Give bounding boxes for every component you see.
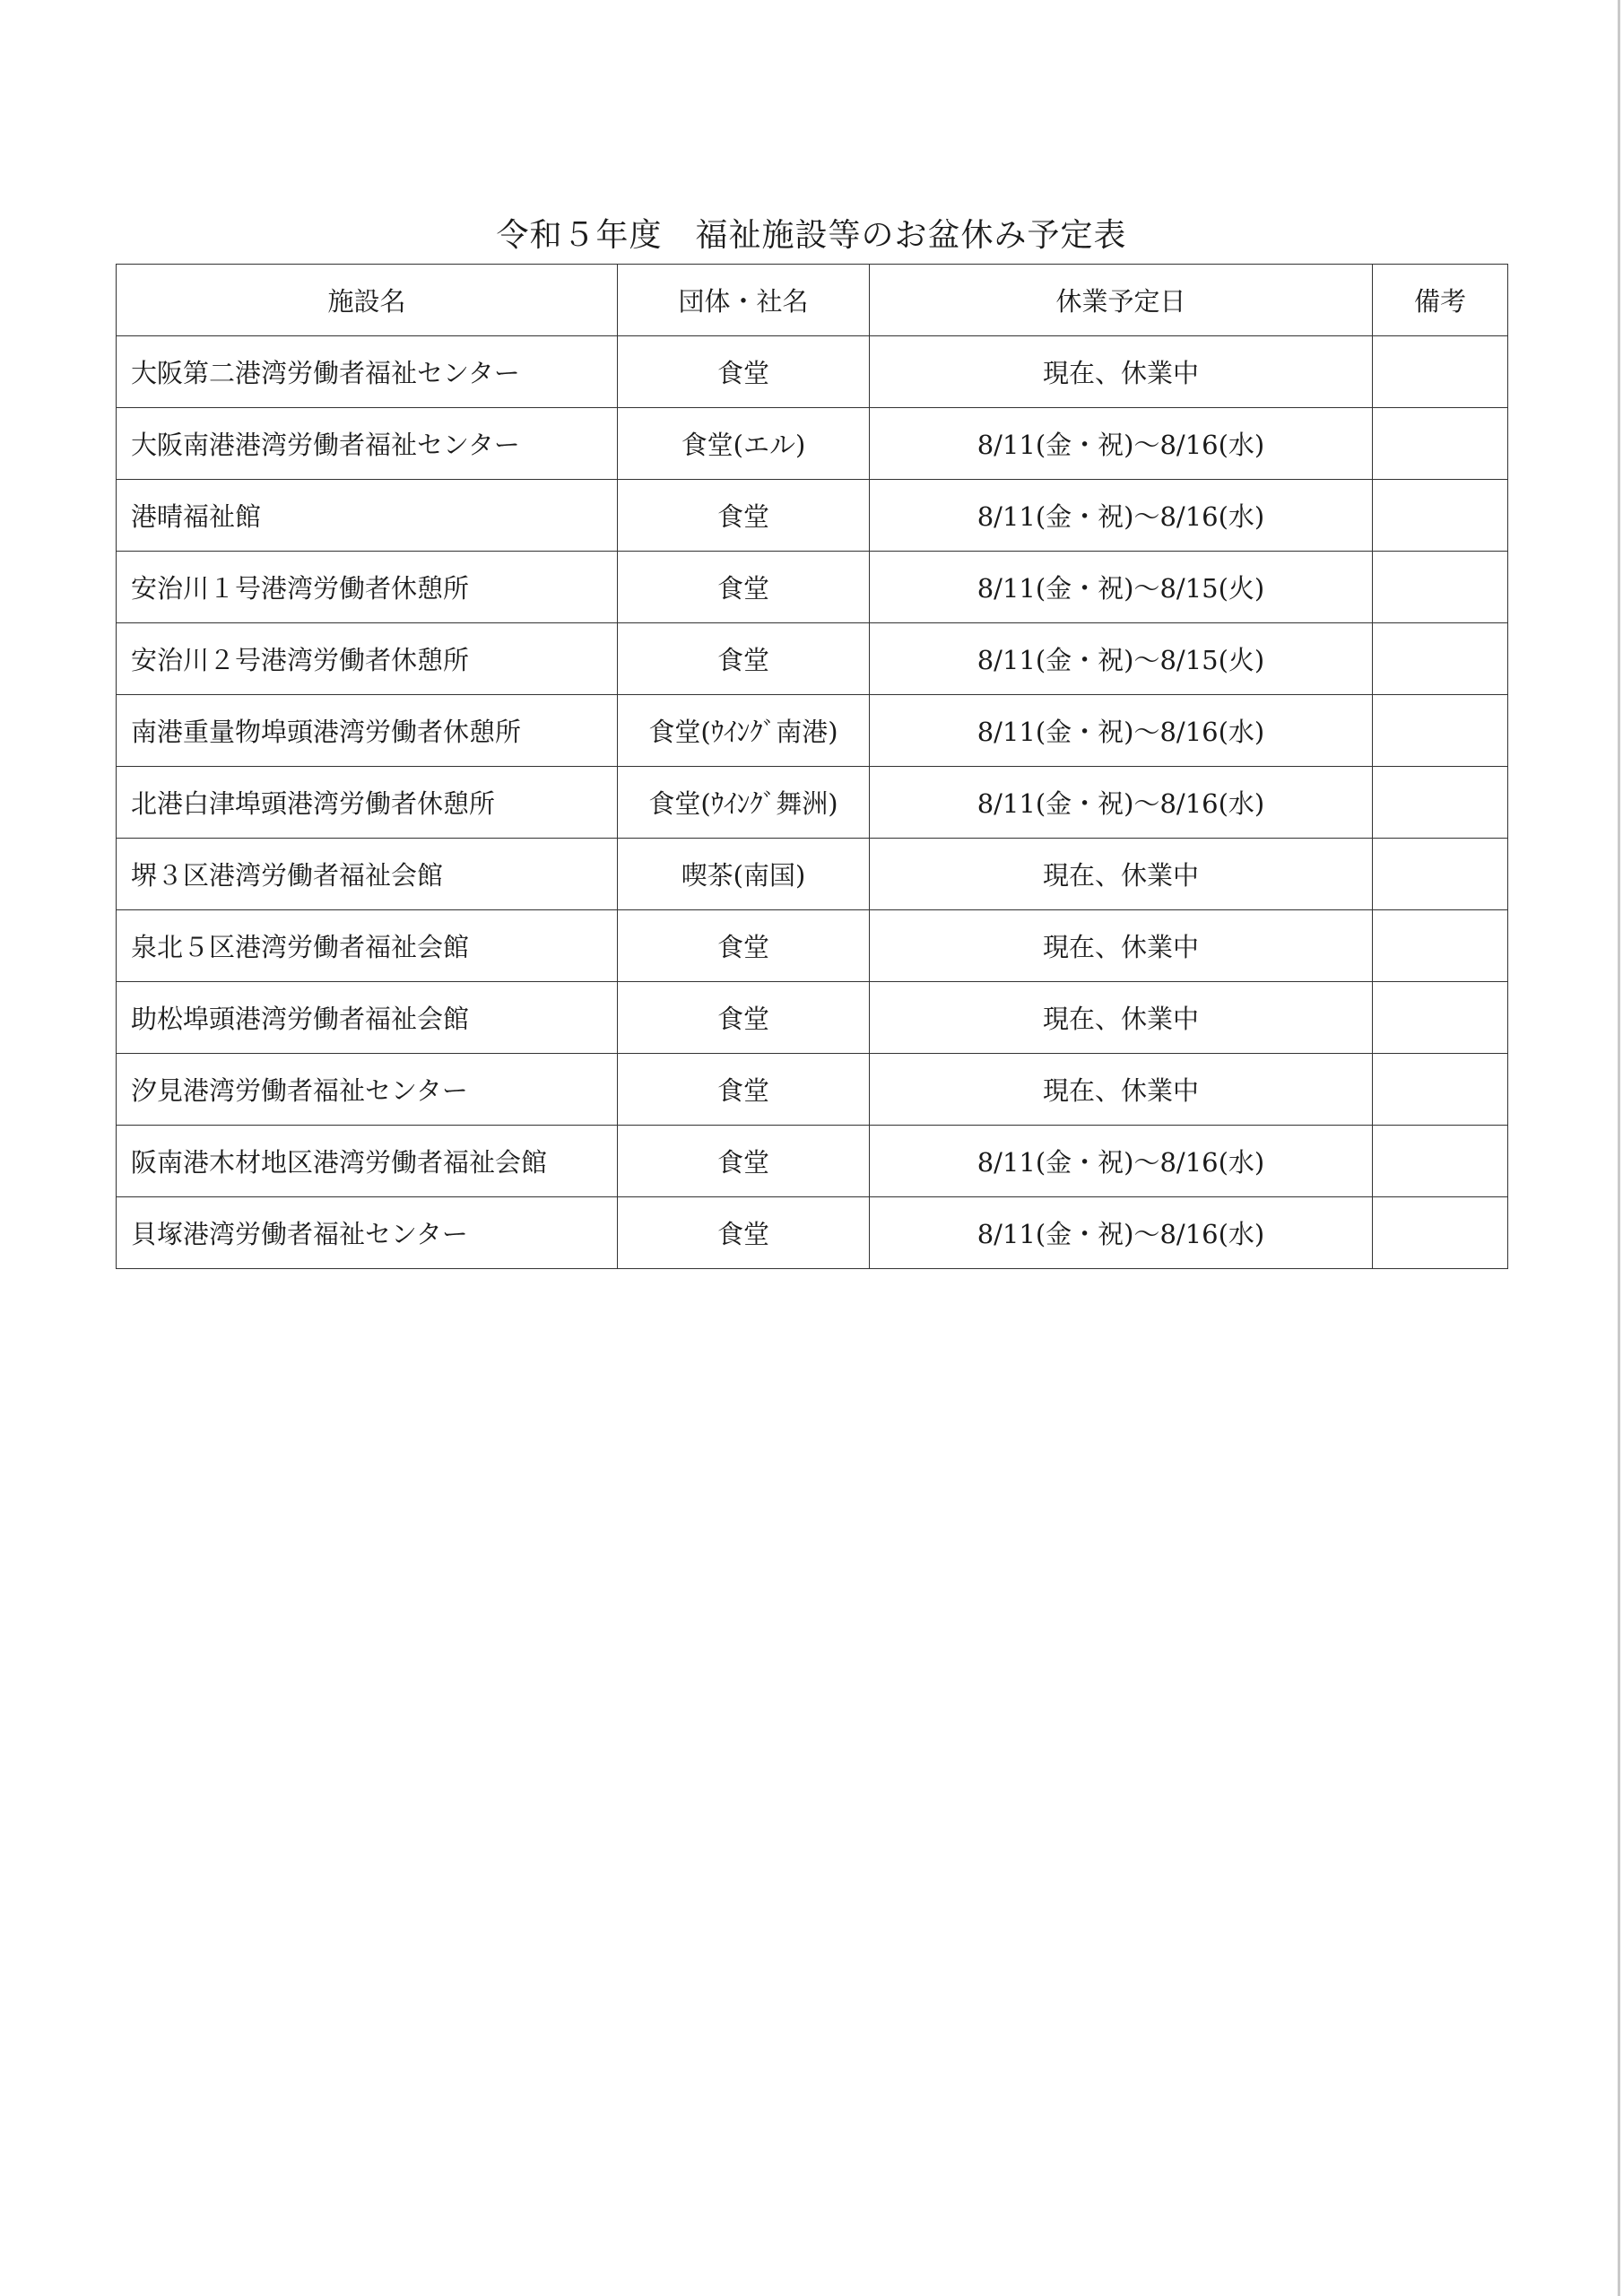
org-cell: 食堂(ｳｲﾝｸﾞ南港) <box>618 695 870 767</box>
closure-schedule-table <box>116 264 1508 1269</box>
table-row <box>117 480 1508 552</box>
table-row <box>117 408 1508 480</box>
org-cell: 食堂 <box>618 910 870 982</box>
facility-cell: 大阪第二港湾労働者福祉センター <box>117 336 618 408</box>
remarks-cell <box>1373 839 1508 910</box>
period-cell: 8/11(金・祝)～8/16(水) <box>870 767 1373 839</box>
period-cell: 8/11(金・祝)～8/16(水) <box>870 1126 1373 1197</box>
remarks-cell <box>1373 623 1508 695</box>
table-row <box>117 1126 1508 1197</box>
table-row <box>117 336 1508 408</box>
remarks-cell <box>1373 982 1508 1054</box>
table-row <box>117 695 1508 767</box>
period-cell: 現在、休業中 <box>870 910 1373 982</box>
org-cell: 食堂 <box>618 1197 870 1269</box>
table-row <box>117 1197 1508 1269</box>
remarks-cell <box>1373 695 1508 767</box>
header-period: 休業予定日 <box>870 265 1373 336</box>
header-org: 団体・社名 <box>618 265 870 336</box>
period-cell: 現在、休業中 <box>870 839 1373 910</box>
remarks-cell <box>1373 1054 1508 1126</box>
org-cell: 喫茶(南国) <box>618 839 870 910</box>
period-cell: 現在、休業中 <box>870 982 1373 1054</box>
org-cell: 食堂(エル) <box>618 408 870 480</box>
facility-cell: 堺３区港湾労働者福祉会館 <box>117 839 618 910</box>
org-cell: 食堂(ｳｲﾝｸﾞ舞洲) <box>618 767 870 839</box>
org-cell: 食堂 <box>618 336 870 408</box>
period-cell: 8/11(金・祝)～8/16(水) <box>870 695 1373 767</box>
period-cell: 現在、休業中 <box>870 336 1373 408</box>
remarks-cell <box>1373 336 1508 408</box>
table-row <box>117 839 1508 910</box>
facility-cell: 安治川１号港湾労働者休憩所 <box>117 552 618 623</box>
remarks-cell <box>1373 1126 1508 1197</box>
table-header-row <box>117 265 1508 336</box>
facility-cell: 泉北５区港湾労働者福祉会館 <box>117 910 618 982</box>
document-title: 令和５年度 福祉施設等のお盆休み予定表 <box>496 217 1127 254</box>
facility-cell: 汐見港湾労働者福祉センター <box>117 1054 618 1126</box>
facility-cell: 助松埠頭港湾労働者福祉会館 <box>117 982 618 1054</box>
facility-cell: 北港白津埠頭港湾労働者休憩所 <box>117 767 618 839</box>
facility-cell: 阪南港木材地区港湾労働者福祉会館 <box>117 1126 618 1197</box>
org-cell: 食堂 <box>618 982 870 1054</box>
org-cell: 食堂 <box>618 552 870 623</box>
header-facility: 施設名 <box>117 265 618 336</box>
table-row <box>117 1054 1508 1126</box>
remarks-cell <box>1373 408 1508 480</box>
table-row <box>117 910 1508 982</box>
remarks-cell <box>1373 767 1508 839</box>
table-row <box>117 982 1508 1054</box>
remarks-cell <box>1373 480 1508 552</box>
org-cell: 食堂 <box>618 1054 870 1126</box>
facility-cell: 安治川２号港湾労働者休憩所 <box>117 623 618 695</box>
period-cell: 現在、休業中 <box>870 1054 1373 1126</box>
table-row <box>117 767 1508 839</box>
facility-cell: 南港重量物埠頭港湾労働者休憩所 <box>117 695 618 767</box>
period-cell: 8/11(金・祝)～8/16(水) <box>870 1197 1373 1269</box>
page-edge-shadow <box>1618 0 1620 2296</box>
period-cell: 8/11(金・祝)～8/16(水) <box>870 408 1373 480</box>
facility-cell: 港晴福祉館 <box>117 480 618 552</box>
facility-cell: 大阪南港港湾労働者福祉センター <box>117 408 618 480</box>
org-cell: 食堂 <box>618 1126 870 1197</box>
remarks-cell <box>1373 1197 1508 1269</box>
period-cell: 8/11(金・祝)～8/15(火) <box>870 623 1373 695</box>
facility-cell: 貝塚港湾労働者福祉センター <box>117 1197 618 1269</box>
period-cell: 8/11(金・祝)～8/15(火) <box>870 552 1373 623</box>
header-remarks: 備考 <box>1373 265 1508 336</box>
org-cell: 食堂 <box>618 623 870 695</box>
remarks-cell <box>1373 910 1508 982</box>
org-cell: 食堂 <box>618 480 870 552</box>
period-cell: 8/11(金・祝)～8/16(水) <box>870 480 1373 552</box>
table-row <box>117 552 1508 623</box>
remarks-cell <box>1373 552 1508 623</box>
table-row <box>117 623 1508 695</box>
